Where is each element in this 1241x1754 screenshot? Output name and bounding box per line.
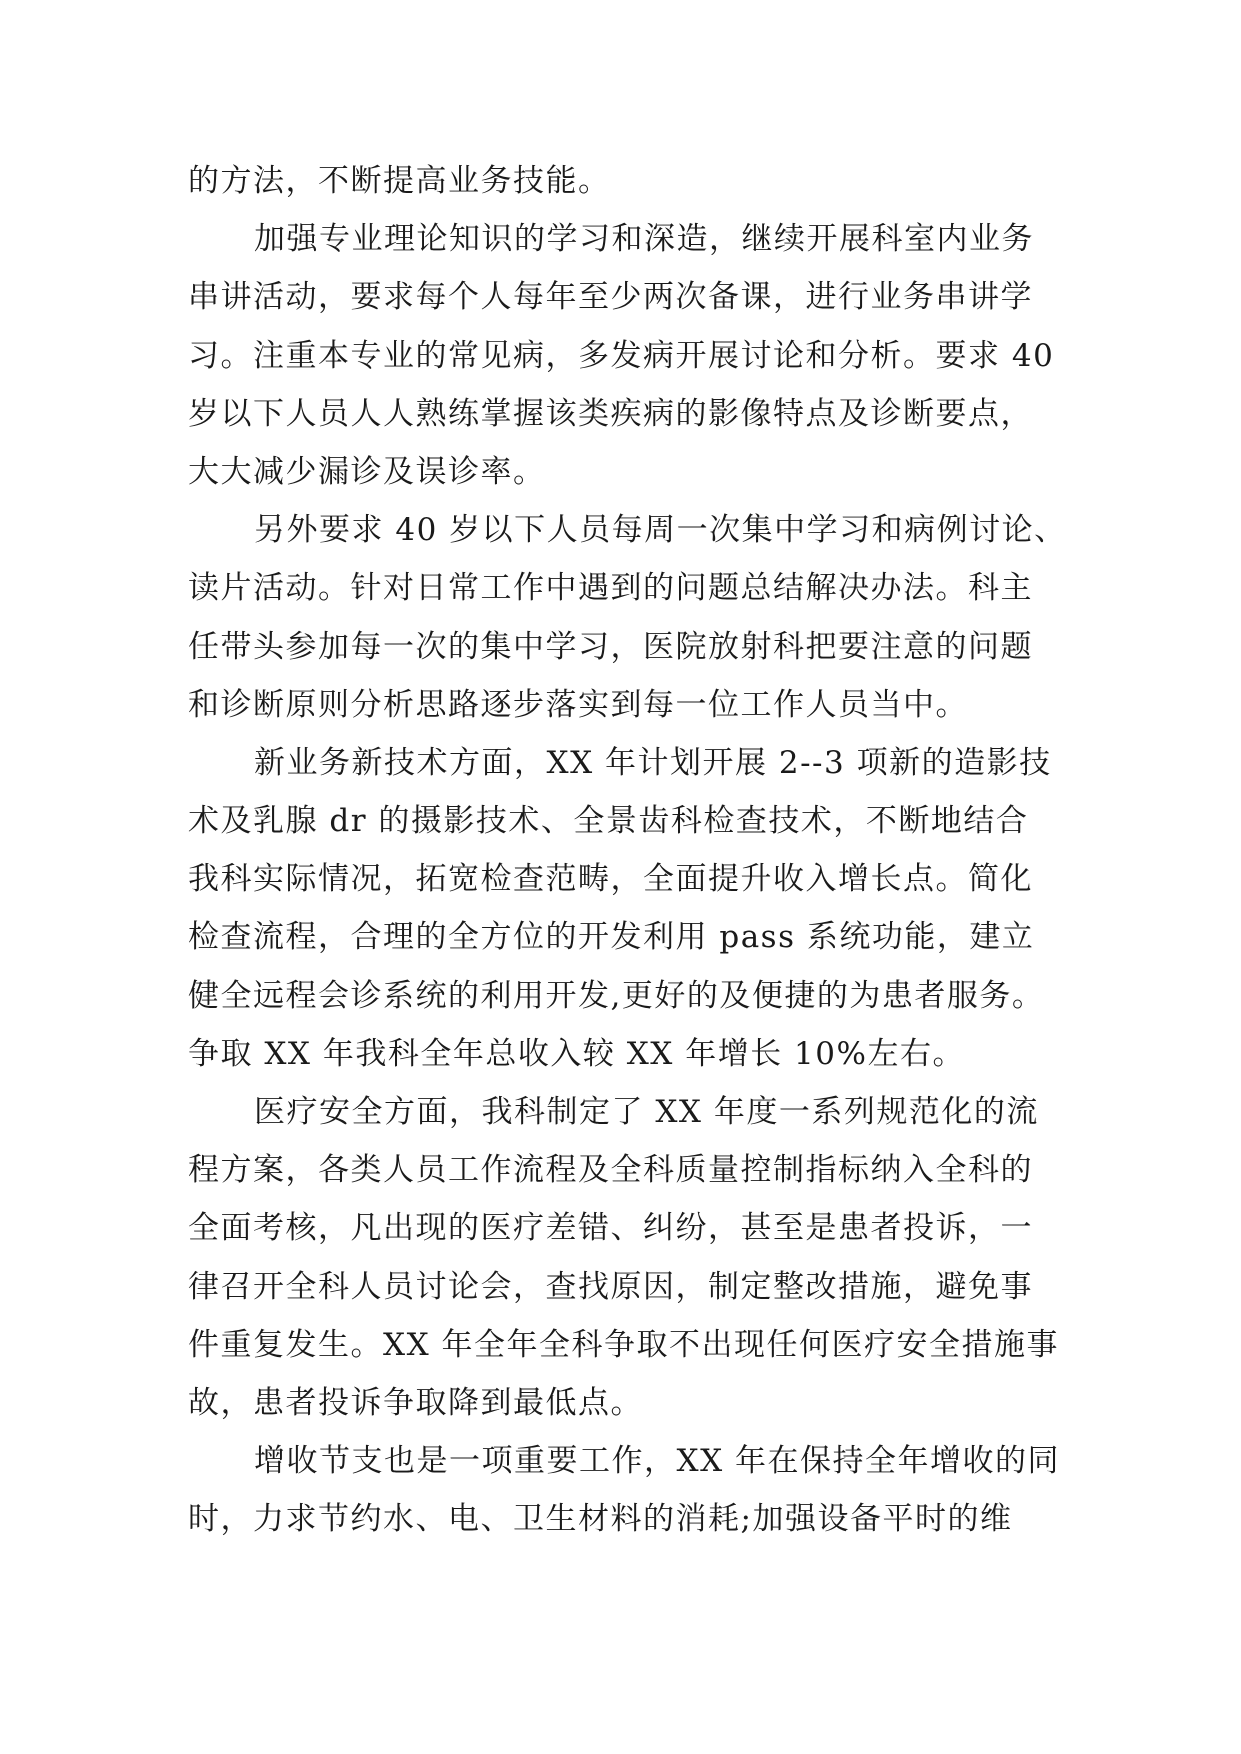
text-line: 我科实际情况，拓宽检查范畴，全面提升收入增长点。简化 [188, 861, 1033, 898]
text-line: 检查流程，合理的全方位的开发利用 pass 系统功能，建立 [188, 919, 1035, 956]
text-line: 件重复发生。XX 年全年全科争取不出现任何医疗安全措施事 [188, 1326, 1059, 1363]
text-line: 读片活动。针对日常工作中遇到的问题总结解决办法。科主 [188, 570, 1033, 607]
text-line: 争取 XX 年我科全年总收入较 XX 年增长 10%左右。 [188, 1035, 965, 1072]
text-line: 岁以下人员人人熟练掌握该类疾病的影像特点及诊断要点， [188, 395, 1033, 432]
text-line: 术及乳腺 dr 的摄影技术、全景齿科检查技术，不断地结合 [188, 803, 1029, 840]
document-body [188, 152, 1067, 1549]
text-line: 大大减少漏诊及误诊率。 [188, 453, 546, 490]
text-line: 串讲活动，要求每个人每年至少两次备课，进行业务串讲学 [188, 279, 1033, 316]
text-line: 习。注重本专业的常见病，多发病开展讨论和分析。要求 40 [188, 337, 1055, 374]
text-line: 时，力求节约水、电、卫生材料的消耗;加强设备平时的维 [188, 1501, 1013, 1538]
text-line: 故，患者投诉争取降到最低点。 [188, 1384, 643, 1421]
text-line: 另外要求 40 岁以下人员每周一次集中学习和病例讨论、 [254, 512, 1067, 549]
text-line: 律召开全科人员讨论会，查找原因，制定整改措施，避免事 [188, 1268, 1033, 1305]
text-line: 新业务新技术方面，XX 年计划开展 2--3 项新的造影技 [254, 744, 1052, 781]
text-line: 程方案，各类人员工作流程及全科质量控制指标纳入全科的 [188, 1152, 1033, 1189]
text-line: 加强专业理论知识的学习和深造，继续开展科室内业务 [254, 221, 1034, 258]
text-line: 和诊断原则分析思路逐步落实到每一位工作人员当中。 [188, 686, 968, 723]
text-line: 任带头参加每一次的集中学习，医院放射科把要注意的问题 [188, 628, 1033, 665]
text-line: 健全远程会诊系统的利用开发,更好的及便捷的为患者服务。 [188, 977, 1045, 1014]
text-line: 医疗安全方面，我科制定了 XX 年度一系列规范化的流 [254, 1094, 1039, 1130]
text-line: 的方法，不断提高业务技能。 [188, 163, 611, 199]
text-line: 全面考核，凡出现的医疗差错、纠纷，甚至是患者投诉，一 [188, 1210, 1033, 1247]
text-line: 增收节支也是一项重要工作，XX 年在保持全年增收的同 [254, 1443, 1060, 1480]
